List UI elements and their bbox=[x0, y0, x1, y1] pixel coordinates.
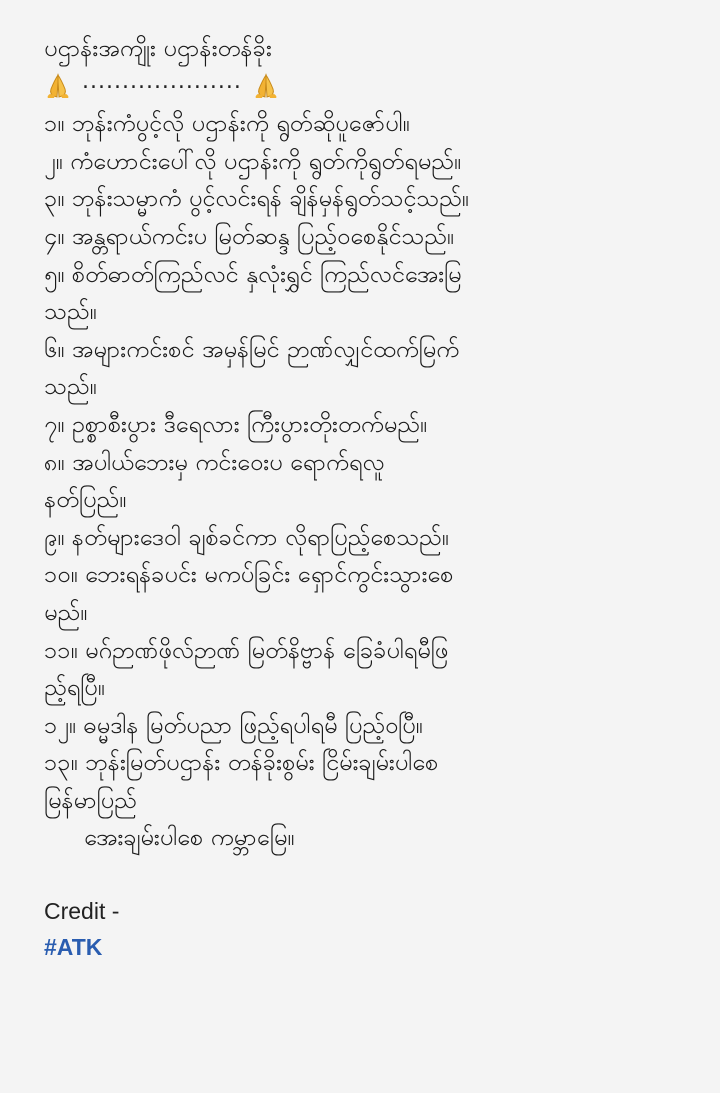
poem-line: ၆။ အများကင်းစင် အမှန်မြင် ဉာဏ်လျှင်ထက်မြက် bbox=[44, 334, 460, 363]
poem-line: ၁၂။ ဓမ္မဒါန မြတ်ပညာ ဖြည့်ရပါရမီ ပြည့်ဝပြီ။ bbox=[44, 710, 423, 739]
poem-line: ၁၀။ ဘေးရန်ခပင်း မကပ်ခြင်း ရှောင်ကွင်းသွားစေ bbox=[44, 560, 454, 589]
poem-line: ည့်ရပြီ။ bbox=[44, 673, 105, 702]
poem-line: ၁၁။ မဂ်ဉာဏ်ဖိုလ်ဉာဏ် မြတ်နိဗ္ဗာန် ခြေခံပါရမီဖြ bbox=[44, 635, 449, 664]
poem-line: ၄။ အန္တရာယ်ကင်းပ မြတ်ဆန္ဒ ပြည့်ဝစေနိုင်သည်။ bbox=[44, 221, 454, 250]
poem-line: ၁။ ဘုန်းကံပွင့်လို ပဌာန်းကို ရွတ်ဆိုပူဇော်ပါ။ bbox=[44, 109, 410, 138]
poem-line: ၇။ ဥစ္စာစီးပွား ဒီရေလား ကြီးပွားတိုးတက်မည်။ bbox=[44, 409, 427, 438]
poem bbox=[44, 30, 686, 857]
closing-line: အေးချမ်းပါစေ ကမ္ဘာမြေ။ bbox=[84, 823, 295, 852]
poem-line: ၂။ ကံဟောင်းပေါ်လို ပဌာန်းကို ရွတ်ကိုရွတ်ရမည်။ bbox=[44, 146, 461, 175]
folded-hands-icon bbox=[44, 72, 72, 100]
dotted-divider: .................... bbox=[82, 69, 242, 95]
poem-line: နတ်ပြည်။ bbox=[44, 485, 127, 514]
hashtag-link[interactable]: #ATK bbox=[44, 934, 103, 961]
poem-line: သည်။ bbox=[44, 372, 97, 401]
folded-hands-icon bbox=[252, 72, 280, 100]
poem-line: မည်။ bbox=[44, 597, 88, 626]
credit-label: Credit - bbox=[44, 898, 120, 925]
poem-line: ၅။ စိတ်ဓာတ်ကြည်လင် နှလုံးရွှင် ကြည်လင်အေးမြ bbox=[44, 259, 462, 288]
poem-line: ၉။ နတ်များဒေဝါ ချစ်ခင်ကာ လိုရာပြည့်စေသည်။ bbox=[44, 522, 449, 551]
decor-row bbox=[44, 68, 686, 106]
post-title: ပဌာန်းအကျိုး ပဌာန်းတန်ခိုး bbox=[44, 34, 272, 62]
poem-line: ၁၃။ ဘုန်းမြတ်ပဌာန်း တန်ခိုးစွမ်း ငြိမ်းချမ်းပါစေ bbox=[44, 748, 439, 777]
poem-line: မြန်မာပြည် bbox=[44, 785, 137, 814]
poem-line: ၃။ ဘုန်းသမ္မာကံ ပွင့်လင်းရန် ချိန်မှန်ရွတ်သင့်သည်။ bbox=[44, 184, 469, 213]
poem-line: ၈။ အပါယ်ဘေးမှ ကင်းဝေးပ ရောက်ရလူ bbox=[44, 447, 385, 476]
poem-line: သည်။ bbox=[44, 297, 97, 326]
spacer bbox=[44, 857, 686, 893]
